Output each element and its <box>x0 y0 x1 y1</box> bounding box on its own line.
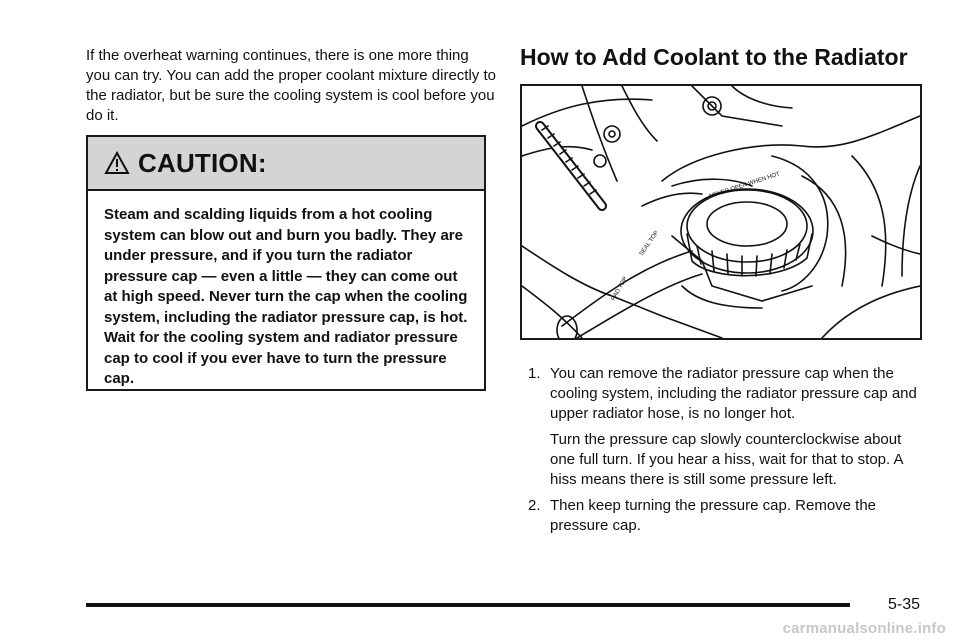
steps-list <box>528 364 928 542</box>
radiator-drawing <box>522 86 920 338</box>
step-text: Then keep turning the pressure cap. Remove the pressure cap. <box>550 497 877 534</box>
cap-label: NEVER OPEN WHEN HOT <box>708 171 781 200</box>
step-text: You can remove the radiator pressure cap when the cooling system, including the radiator pressure cap and upper radiator hose, is no longer hot. <box>550 365 917 422</box>
hose-label-2: RAD TOP <box>610 276 629 302</box>
step-number: 1. <box>528 365 541 382</box>
caution-title: CAUTION: <box>138 147 267 178</box>
section-title: How to Add Coolant to the Radiator <box>520 44 908 70</box>
footer-rule <box>86 603 850 607</box>
watermark: carmanualsonline.info <box>782 620 946 637</box>
page-number: 5-35 <box>888 596 921 613</box>
radiator-cap-illustration <box>520 84 922 340</box>
warning-triangle-icon <box>104 151 130 175</box>
list-item <box>528 364 928 490</box>
hose-label-1: SEAL TOP <box>638 230 661 258</box>
step-text: Turn the pressure cap slowly counterclockwise about one full turn. If you hear a hiss, wait for that to stop. A hiss means there is still some pressure left. <box>550 431 903 488</box>
step-number: 2. <box>528 497 541 514</box>
caution-text: Steam and scalding liquids from a hot cooling system can blow out and burn you badly. They are under pressure, and if you turn the radiator pressure cap — even a little — they can come out at high speed. Never turn the cap when the cooling system, including the radiator pressure cap, is hot. Wait for the cooling system and radiator pressure cap to cool if you ever have to turn the pressure cap. <box>104 206 468 387</box>
intro-paragraph: If the overheat warning continues, there is one more thing you can try. You can add the proper coolant mixture directly to the radiator, but be sure the cooling system is cool before you do it. <box>86 47 496 124</box>
list-item <box>528 496 928 536</box>
caution-header <box>88 137 484 191</box>
caution-box <box>86 135 486 391</box>
